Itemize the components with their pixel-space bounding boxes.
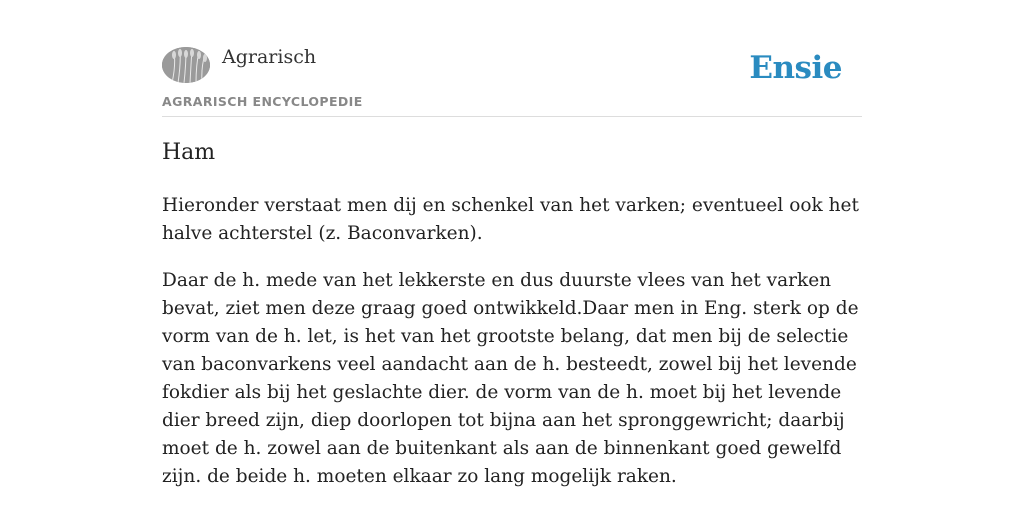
- wheat-icon[interactable]: [162, 47, 210, 83]
- source-subtitle: AGRARISCH ENCYCLOPEDIE: [162, 94, 363, 109]
- article-body: [162, 192, 862, 510]
- brand-logo[interactable]: Ensie: [749, 50, 842, 86]
- header: [162, 40, 862, 117]
- article-paragraph: Daar de h. mede van het lekkerste en dus duurste vlees van het varken bevat, ziet men deze graag goed ontwikkeld.Daar men in Eng. sterk op de vorm van de h. let, is het van het grootste belang, dat men bij de selectie van baconvarkens veel aandacht aan de h. besteedt, zowel bij het levende fokdier als bij het geslachte dier. de vorm van de h. moet bij het levende dier breed zijn, diep doorlopen tot bijna aan het spronggewricht; daarbij moet de h. zowel aan de buitenkant als aan de binnenkant goed gewelfd zijn. de beide h. moeten elkaar zo lang mogelijk raken.: [162, 270, 859, 487]
- source-name[interactable]: Agrarisch: [222, 46, 317, 68]
- article-paragraph: Hieronder verstaat men dij en schenkel van het varken; eventueel ook het halve achterstel (z. Baconvarken).: [162, 195, 859, 244]
- article-title: Ham: [162, 140, 216, 165]
